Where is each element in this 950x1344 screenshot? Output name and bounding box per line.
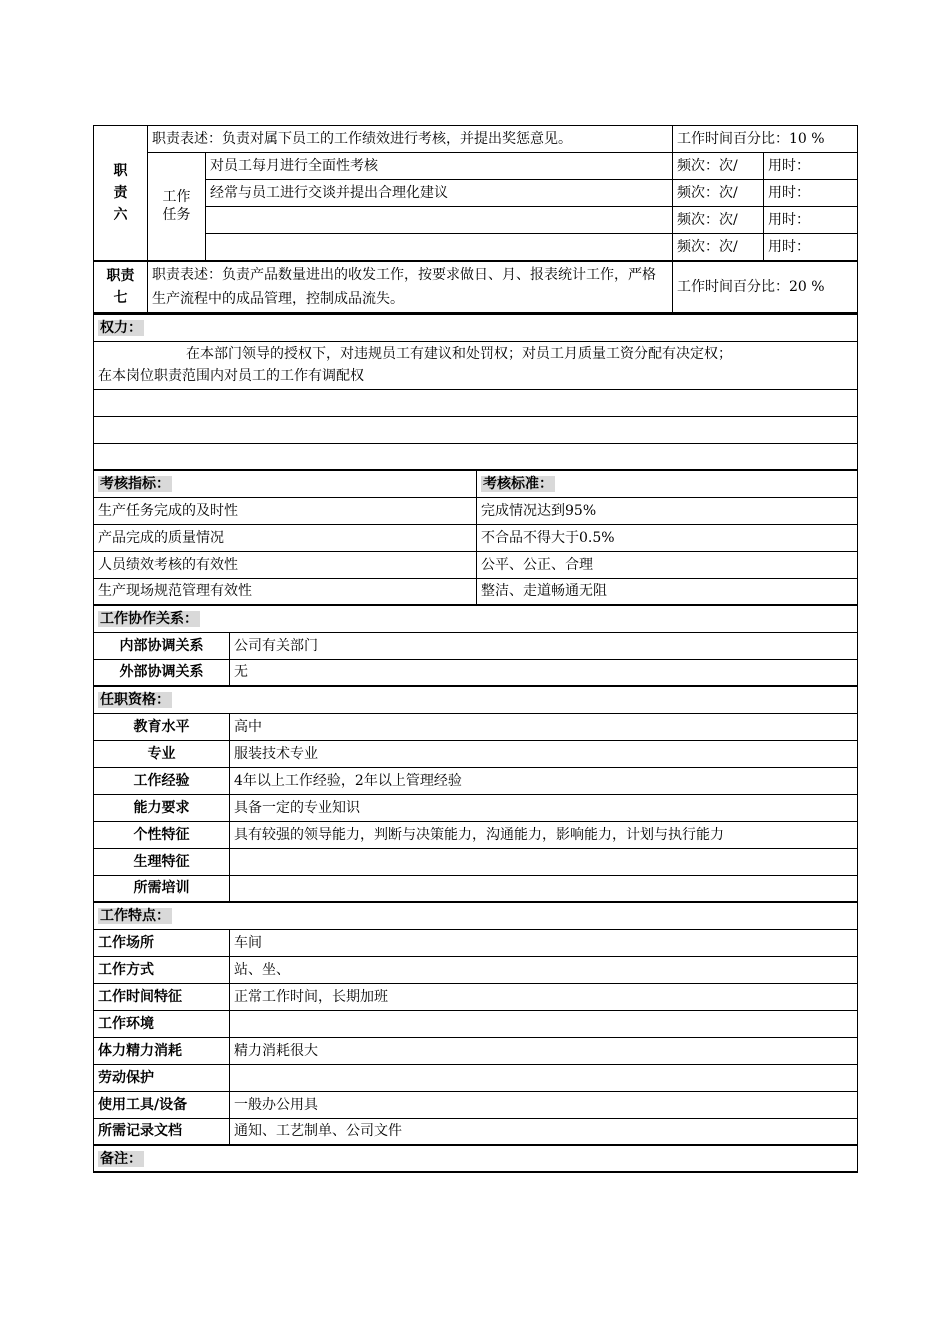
task-frequency: 频次：次/ [673, 153, 764, 180]
feature-value [230, 1064, 858, 1091]
assessment-standard: 不合品不得大于0.5% [477, 524, 858, 551]
task-time: 用时： [764, 234, 858, 261]
feature-label: 所需记录文档 [94, 1118, 230, 1145]
task-text [206, 234, 673, 261]
cooperation-label: 内部协调关系 [94, 632, 230, 659]
qualification-label: 能力要求 [94, 794, 230, 821]
qualification-value: 4年以上工作经验，2年以上管理经验 [230, 767, 858, 794]
authority-heading [94, 314, 858, 341]
duty7-label-line: 职责 [106, 267, 135, 284]
task-time: 用时： [764, 153, 858, 180]
duty7-label [94, 261, 148, 313]
qualification-value: 服装技术专业 [230, 740, 858, 767]
assessment-indicator: 产品完成的质量情况 [94, 524, 477, 551]
remarks-heading [94, 1145, 858, 1172]
authority-line: 在本部门领导的授权下，对违规员工有建议和处罚权；对员工月质量工资分配有决定权； [186, 346, 732, 362]
assessment-standard-heading [477, 470, 858, 497]
authority-blank-row [94, 443, 858, 470]
job-spec-table [93, 313, 858, 1173]
qualification-value [230, 848, 858, 875]
duty6-label-char: 责 [113, 184, 128, 201]
qualification-label: 工作经验 [94, 767, 230, 794]
feature-label: 工作环境 [94, 1010, 230, 1037]
task-time: 用时： [764, 180, 858, 207]
cooperation-label: 外部协调关系 [94, 659, 230, 686]
task-time: 用时： [764, 207, 858, 234]
feature-value: 站、坐、 [230, 956, 858, 983]
feature-value: 精力消耗很大 [230, 1037, 858, 1064]
feature-label: 体力精力消耗 [94, 1037, 230, 1064]
duty6-description: 职责表述：负责对属下员工的工作绩效进行考核，并提出奖惩意见。 [148, 126, 673, 153]
qualifications-heading-text: 任职资格： [100, 691, 170, 708]
assessment-standard: 公平、公正、合理 [477, 551, 858, 578]
feature-label: 工作场所 [94, 929, 230, 956]
authority-heading-text: 权力： [100, 319, 142, 336]
qualification-label: 教育水平 [94, 713, 230, 740]
feature-label: 使用工具/设备 [94, 1091, 230, 1118]
qualification-value: 具有较强的领导能力，判断与决策能力，沟通能力，影响能力，计划与执行能力 [230, 821, 858, 848]
feature-value: 正常工作时间，长期加班 [230, 983, 858, 1010]
cooperation-value: 无 [230, 659, 858, 686]
duty6-task-label [148, 153, 206, 261]
standard-heading-text: 考核标准： [483, 475, 553, 492]
duty6-time-percent: 工作时间百分比：10 % [673, 126, 858, 153]
task-label-line: 工作 [162, 189, 191, 206]
task-label-line: 任务 [162, 207, 191, 224]
task-text: 经常与员工进行交谈并提出合理化建议 [206, 180, 673, 207]
feature-label: 工作方式 [94, 956, 230, 983]
authority-content [94, 341, 858, 389]
duty6-label [94, 126, 148, 261]
features-heading-text: 工作特点： [100, 907, 170, 924]
task-frequency: 频次：次/ [673, 207, 764, 234]
cooperation-heading-text: 工作协作关系： [100, 610, 198, 627]
features-heading [94, 902, 858, 929]
duty6-label-char: 六 [113, 206, 128, 223]
task-text [206, 207, 673, 234]
assessment-standard: 整洁、走道畅通无阻 [477, 578, 858, 605]
qualification-label: 个性特征 [94, 821, 230, 848]
assessment-indicator: 生产任务完成的及时性 [94, 497, 477, 524]
qualification-value: 具备一定的专业知识 [230, 794, 858, 821]
feature-label: 劳动保护 [94, 1064, 230, 1091]
feature-label: 工作时间特征 [94, 983, 230, 1010]
cooperation-value: 公司有关部门 [230, 632, 858, 659]
indicator-heading-text: 考核指标： [100, 475, 170, 492]
authority-line: 在本岗位职责范围内对员工的工作有调配权 [98, 368, 364, 384]
task-frequency: 频次：次/ [673, 180, 764, 207]
assessment-indicator: 人员绩效考核的有效性 [94, 551, 477, 578]
assessment-indicator: 生产现场规范管理有效性 [94, 578, 477, 605]
qualification-label: 专业 [94, 740, 230, 767]
qualification-value: 高中 [230, 713, 858, 740]
duty7-label-line: 七 [113, 289, 128, 306]
duty7-description: 职责表述：负责产品数量进出的收发工作，按要求做日、月、报表统计工作，严格生产流程中的成品管理，控制成品流失。 [148, 261, 673, 313]
authority-blank-row [94, 389, 858, 416]
duty7-time-percent: 工作时间百分比：20 % [673, 261, 858, 313]
remarks-heading-text: 备注： [100, 1150, 142, 1167]
authority-blank-row [94, 416, 858, 443]
feature-value: 一般办公用具 [230, 1091, 858, 1118]
assessment-indicator-heading [94, 470, 477, 497]
qualification-label: 生理特征 [94, 848, 230, 875]
task-text: 对员工每月进行全面性考核 [206, 153, 673, 180]
duty6-label-char: 职 [113, 162, 128, 179]
qualification-label: 所需培训 [94, 875, 230, 902]
feature-value [230, 1010, 858, 1037]
cooperation-heading [94, 605, 858, 632]
duties-table [93, 125, 858, 313]
assessment-standard: 完成情况达到95% [477, 497, 858, 524]
qualification-value [230, 875, 858, 902]
qualifications-heading [94, 686, 858, 713]
task-frequency: 频次：次/ [673, 234, 764, 261]
feature-value: 通知、工艺制单、公司文件 [230, 1118, 858, 1145]
feature-value: 车间 [230, 929, 858, 956]
